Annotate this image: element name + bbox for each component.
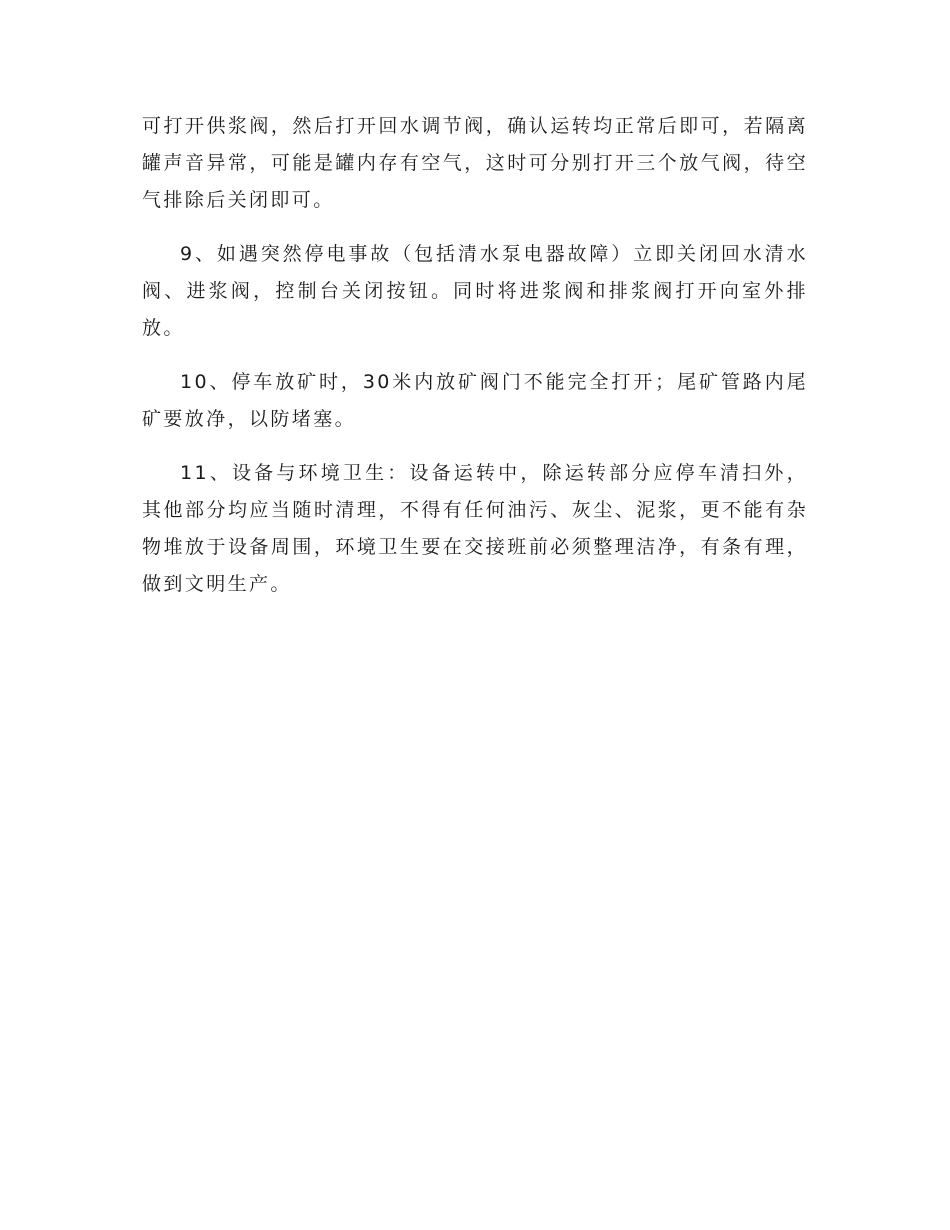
paragraph-item-9: 9、如遇突然停电事故（包括清水泵电器故障）立即关闭回水清水阀、进浆阀，控制台关闭按钮。同时将进浆阀和排浆阀打开向室外排放。 — [142, 243, 808, 339]
document-body — [142, 108, 808, 620]
paragraph-continuation: 可打开供浆阀，然后打开回水调节阀，确认运转均正常后即可，若隔离罐声音异常，可能是罐内存有空气，这时可分别打开三个放气阀，待空气排除后关闭即可。 — [142, 115, 808, 211]
paragraph-item-11: 11、设备与环境卫生：设备运转中，除运转部分应停车清扫外，其他部分均应当随时清理，不得有任何油污、灰尘、泥浆，更不能有杂物堆放于设备周围，环境卫生要在交接班前必须整理洁净，有条有理，做到文明生产。 — [142, 462, 808, 595]
paragraph-item-10: 10、停车放矿时，30米内放矿阀门不能完全打开；尾矿管路内尾矿要放净，以防堵塞。 — [142, 371, 808, 430]
